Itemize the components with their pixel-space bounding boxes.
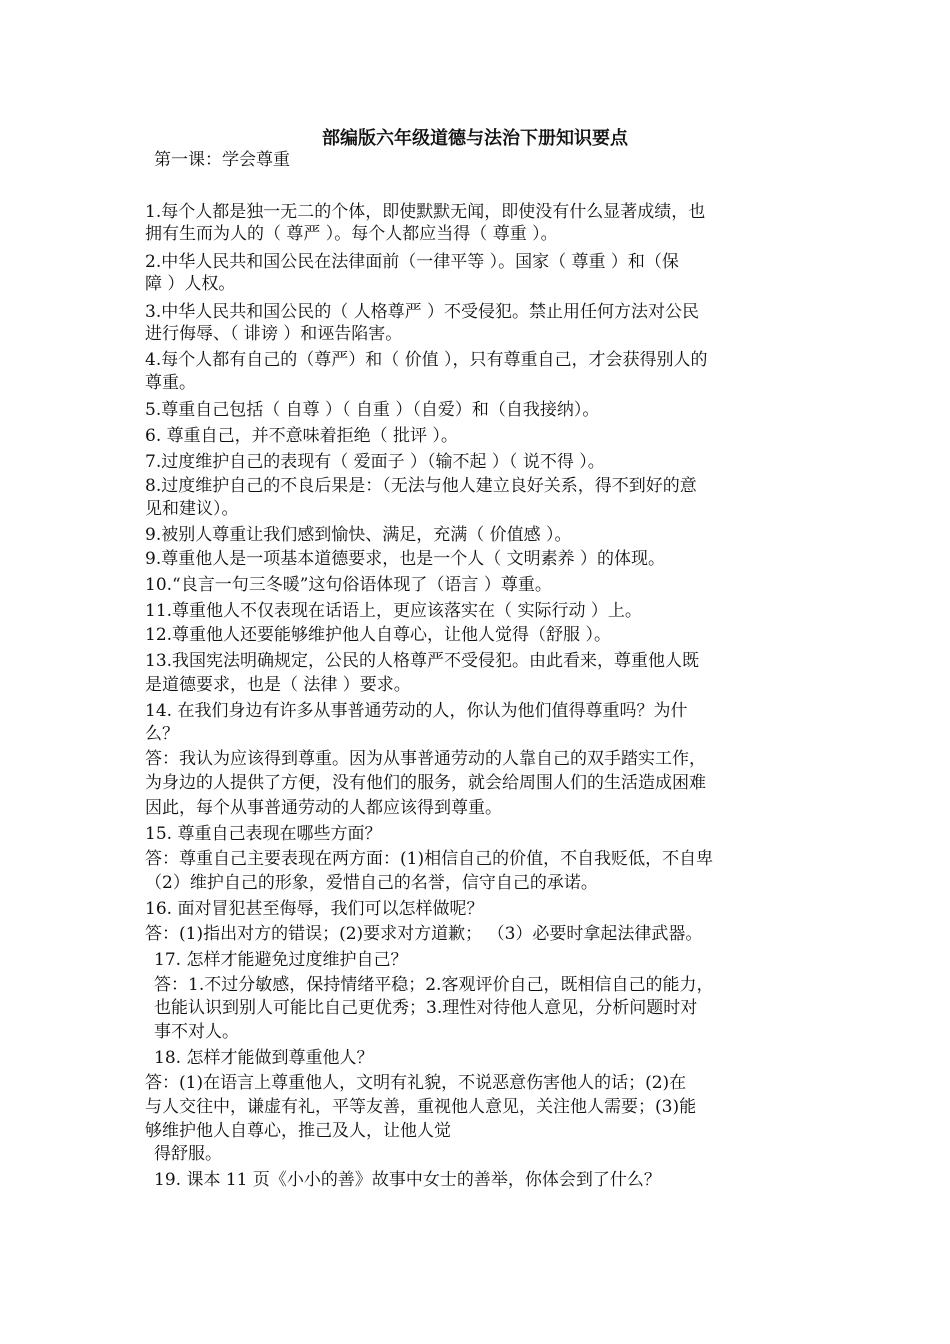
- document-title: 部编版六年级道德与法治下册知识要点: [322, 128, 628, 149]
- text-line: 尊重。: [145, 373, 196, 393]
- text-line: 11.尊重他人不仅表现在话语上，更应该落实在（ 实际行动 ）上。: [145, 601, 642, 621]
- text-line: 是道德要求，也是（ 法律 ）要求。: [145, 675, 411, 695]
- text-line: 7.过度维护自己的表现有（ 爱面子 ）（输不起 ）（ 说不得 ）。: [145, 452, 605, 472]
- text-line: 13.我国宪法明确规定，公民的人格尊严不受侵犯。由此看来，尊重他人既: [145, 651, 700, 671]
- text-line: 答：(1)指出对方的错误；(2)要求对方道歉； （3）必要时拿起法律武器。: [145, 924, 703, 944]
- text-line: 14. 在我们身边有许多从事普通劳动的人，你认为他们值得尊重吗？为什: [145, 701, 688, 721]
- text-line: 3.中华人民共和国公民的（ 人格尊严 ）不受侵犯。禁止用任何方法对公民: [145, 302, 700, 322]
- text-line: 为身边的人提供了方便，没有他们的服务，就会给周围人们的生活造成困难: [145, 773, 706, 793]
- text-line: 4.每个人都有自己的（尊严）和（ 价值 ），只有尊重自己，才会获得别人的: [145, 350, 708, 370]
- text-line: 15. 尊重自己表现在哪些方面？: [145, 824, 382, 844]
- text-line: 障 ）人权。: [145, 274, 236, 294]
- text-line: 事不对人。: [154, 1022, 239, 1042]
- text-line: 6. 尊重自己，并不意味着拒绝（ 批评 ）。: [145, 426, 458, 446]
- text-line: （2）维护自己的形象，爱惜自己的名誉，信守自己的承诺。: [145, 873, 598, 893]
- text-line: 得舒服。: [154, 1144, 222, 1164]
- text-line: 因此，每个从事普通劳动的人都应该得到尊重。: [145, 798, 502, 818]
- text-line: 18. 怎样才能做到尊重他人？: [154, 1048, 374, 1068]
- text-line: 拥有生而为人的（ 尊严 ）。每个人都应当得（ 尊重 ）。: [145, 224, 558, 244]
- text-line: 9.被别人尊重让我们感到愉快、满足，充满（ 价值感 ）。: [145, 525, 572, 545]
- text-line: 也能认识到别人可能比自己更优秀；3.理性对待他人意见，分析问题时对: [154, 998, 698, 1018]
- text-line: 答：我认为应该得到尊重。因为从事普通劳动的人靠自己的双手踏实工作，: [145, 749, 706, 769]
- text-line: 答：(1)在语言上尊重他人，文明有礼貌，不说恶意伤害他人的话；(2)在: [145, 1073, 687, 1093]
- text-line: 么？: [145, 724, 179, 744]
- text-line: 进行侮辱、（ 诽谤 ）和诬告陷害。: [145, 324, 403, 344]
- text-line: 12.尊重他人还要能够维护他人自尊心，让他人觉得（舒服 ）。: [145, 625, 611, 645]
- text-line: 19. 课本 11 页《小小的善》故事中女士的善举，你体会到了什么？: [154, 1170, 661, 1190]
- text-line: 2.中华人民共和国公民在法律面前（一律平等 ）。国家（ 尊重 ）和（保: [145, 252, 679, 272]
- text-line: 答：1.不过分敏感，保持情绪平稳；2.客观评价自己，既相信自己的能力，: [154, 975, 714, 995]
- text-line: 够维护他人自尊心，推己及人，让他人觉: [145, 1121, 451, 1141]
- text-line: 17. 怎样才能避免过度维护自己？: [154, 950, 408, 970]
- text-line: 9.尊重他人是一项基本道德要求，也是一个人（ 文明素养 ）的体现。: [145, 549, 666, 569]
- text-line: 答：尊重自己主要表现在两方面：(1)相信自己的价值，不自我贬低，不自卑: [145, 849, 714, 869]
- text-line: 8.过度维护自己的不良后果是：（无法与他人建立良好关系，得不到好的意: [145, 476, 697, 496]
- text-line: 见和建议）。: [145, 499, 239, 519]
- text-line: 1.每个人都是独一无二的个体，即使默默无闻，即使没有什么显著成绩，也: [145, 202, 706, 222]
- text-line: 与人交往中，谦虚有礼，平等友善，重视他人意见，关注他人需要；(3)能: [145, 1097, 697, 1117]
- text-line: 16. 面对冒犯甚至侮辱，我们可以怎样做呢？: [145, 899, 484, 919]
- text-line: 5.尊重自己包括（ 自尊 ）（ 自重 ）（自爱）和（自我接纳）。: [145, 400, 600, 420]
- text-line: 10.“良言一句三冬暖”这句俗语体现了（语言 ）尊重。: [145, 575, 552, 595]
- lesson-heading: 第一课：学会尊重: [154, 150, 290, 170]
